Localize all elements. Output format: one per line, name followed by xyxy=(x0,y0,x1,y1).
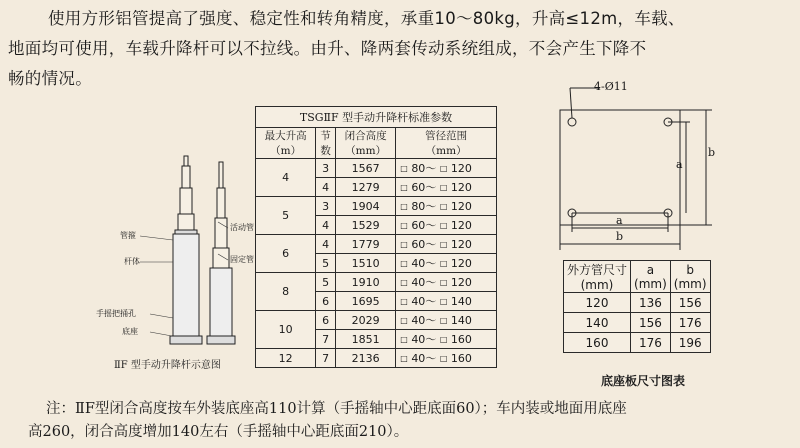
hole-label: 4-Ø11 xyxy=(594,80,628,93)
cell-diameter-range xyxy=(396,292,497,311)
square-symbol: □ xyxy=(439,297,448,306)
range-to: 120 xyxy=(450,219,472,232)
cell-max-height: 6 xyxy=(256,235,316,273)
range-from: 80 xyxy=(411,200,426,213)
header-text: 数 xyxy=(320,145,331,157)
cell-sections: 6 xyxy=(316,292,336,311)
cell-closed-height: 1279 xyxy=(336,178,396,197)
square-symbol: □ xyxy=(400,240,408,249)
cell-max-height: 12 xyxy=(256,349,316,368)
footnote xyxy=(28,398,792,444)
cell-closed-height: 1529 xyxy=(336,216,396,235)
cell-sections: 5 xyxy=(316,273,336,292)
cell-b: 196 xyxy=(670,333,710,353)
header-text: a xyxy=(646,262,655,277)
range-tilde: ～ xyxy=(425,219,437,232)
header-unit: (mm) xyxy=(673,276,707,291)
table-row xyxy=(256,235,497,254)
base-plate-drawing xyxy=(540,80,740,250)
label-moving-tube: 活动管 xyxy=(230,223,254,232)
cell-max-height: 5 xyxy=(256,197,316,235)
header-b xyxy=(670,261,710,293)
dim-b-label: b xyxy=(616,230,624,243)
table-row xyxy=(564,293,711,313)
range-from: 40 xyxy=(411,276,426,289)
cell-sections: 3 xyxy=(316,197,336,216)
range-to: 160 xyxy=(450,352,472,365)
range-from: 80 xyxy=(411,162,426,175)
range-to: 120 xyxy=(450,257,472,270)
range-tilde: ～ xyxy=(425,295,437,308)
cell-closed-height: 1851 xyxy=(336,330,396,349)
cell-a: 136 xyxy=(631,293,671,313)
cell-a: 156 xyxy=(631,313,671,333)
square-symbol: □ xyxy=(439,278,448,287)
cell-max-height: 10 xyxy=(256,311,316,349)
cell-diameter-range xyxy=(396,254,497,273)
header-unit: (mm) xyxy=(634,276,667,291)
square-symbol: □ xyxy=(400,259,408,268)
range-tilde: ～ xyxy=(425,314,437,327)
intro-line: 畅的情况。 xyxy=(8,69,92,88)
cell-sections: 4 xyxy=(316,235,336,254)
range-to: 140 xyxy=(450,295,472,308)
cell-closed-height: 1779 xyxy=(336,235,396,254)
base-plate-svg xyxy=(540,80,740,250)
cell-b: 156 xyxy=(670,293,710,313)
square-symbol: □ xyxy=(439,202,448,211)
range-tilde: ～ xyxy=(425,181,437,194)
range-to: 120 xyxy=(450,181,472,194)
table-row xyxy=(256,311,497,330)
range-to: 120 xyxy=(450,200,472,213)
square-symbol: □ xyxy=(400,221,408,230)
square-symbol: □ xyxy=(400,316,408,325)
cell-sections: 4 xyxy=(316,216,336,235)
square-symbol: □ xyxy=(400,335,408,344)
range-tilde: ～ xyxy=(425,162,437,175)
square-symbol: □ xyxy=(439,316,448,325)
label-cap: 管箍 xyxy=(120,231,136,240)
cell-diameter-range xyxy=(396,197,497,216)
table-row xyxy=(564,333,711,353)
table-row xyxy=(256,159,497,178)
cell-closed-height: 1904 xyxy=(336,197,396,216)
intro-line: 地面均可使用，车载升降杆可以不拉线。由升、降两套传动系统组成，不会产生下降不 xyxy=(8,39,647,58)
range-from: 60 xyxy=(411,181,426,194)
square-symbol: □ xyxy=(400,183,408,192)
cell-sections: 6 xyxy=(316,311,336,330)
label-fixed-tube: 固定管 xyxy=(230,255,254,264)
footnote-line: 注：ⅡF型闭合高度按车外装底座高110计算（手摇轴中心距底面60）；车内装或地面用底座 xyxy=(46,401,627,417)
cell-diameter-range xyxy=(396,216,497,235)
cell-diameter-range xyxy=(396,349,497,368)
header-text: 最大升高 xyxy=(264,130,307,142)
mast-diagram xyxy=(96,150,270,380)
square-symbol: □ xyxy=(400,164,408,173)
cell-max-height: 8 xyxy=(256,273,316,311)
spec-table xyxy=(255,106,497,368)
range-from: 40 xyxy=(411,295,426,308)
header-closed-height xyxy=(336,128,396,159)
cell-closed-height: 1567 xyxy=(336,159,396,178)
header-pipe-size xyxy=(564,261,631,293)
cell-diameter-range xyxy=(396,330,497,349)
cell-closed-height: 1695 xyxy=(336,292,396,311)
range-tilde: ～ xyxy=(425,276,437,289)
header-text: b xyxy=(686,262,694,277)
range-to: 120 xyxy=(450,276,472,289)
header-sections xyxy=(316,128,336,159)
header-text: 闭合高度 xyxy=(344,130,387,142)
cell-diameter-range xyxy=(396,178,497,197)
cell-sections: 7 xyxy=(316,330,336,349)
header-text: 外方管尺寸 xyxy=(567,263,628,277)
footnote-line: 高260，闭合高度增加140左右（手摇轴中心距底面210）。 xyxy=(28,424,409,440)
label-base: 底座 xyxy=(122,327,138,336)
table-row xyxy=(256,349,497,368)
label-crank-hole: 手摇把捅孔 xyxy=(96,309,136,318)
range-tilde: ～ xyxy=(425,352,437,365)
header-text: 管径范围 xyxy=(425,130,468,142)
range-from: 40 xyxy=(411,333,426,346)
cell-sections: 5 xyxy=(316,254,336,273)
cell-closed-height: 2029 xyxy=(336,311,396,330)
spec-table-body xyxy=(256,159,497,368)
range-to: 160 xyxy=(450,333,472,346)
table-row xyxy=(256,273,497,292)
table-row xyxy=(256,197,497,216)
base-plate-table-body xyxy=(564,293,711,353)
cell-a: 176 xyxy=(631,333,671,353)
range-to: 120 xyxy=(450,238,472,251)
square-symbol: □ xyxy=(439,354,448,363)
base-plate-table xyxy=(563,260,711,353)
range-from: 40 xyxy=(411,352,426,365)
cell-diameter-range xyxy=(396,159,497,178)
square-symbol: □ xyxy=(439,183,448,192)
range-tilde: ～ xyxy=(425,257,437,270)
cell-sections: 4 xyxy=(316,178,336,197)
range-tilde: ～ xyxy=(425,238,437,251)
range-from: 40 xyxy=(411,257,426,270)
cell-sections: 7 xyxy=(316,349,336,368)
header-a xyxy=(631,261,671,293)
range-from: 60 xyxy=(411,238,426,251)
cell-closed-height: 1910 xyxy=(336,273,396,292)
square-symbol: □ xyxy=(400,354,408,363)
dim-a-vertical-label: a xyxy=(676,158,683,171)
range-to: 120 xyxy=(450,162,472,175)
header-diameter-range xyxy=(396,128,497,159)
cell-diameter-range xyxy=(396,311,497,330)
header-unit: （m） xyxy=(270,145,302,157)
base-plate-caption: 底座板尺寸图表 xyxy=(601,374,686,388)
range-from: 60 xyxy=(411,219,426,232)
range-tilde: ～ xyxy=(425,200,437,213)
dim-a-label: a xyxy=(616,214,623,227)
label-body: 杆体 xyxy=(124,257,140,266)
cell-closed-height: 1510 xyxy=(336,254,396,273)
header-unit: （mm） xyxy=(425,145,467,157)
header-max-height xyxy=(256,128,316,159)
header-unit: (mm) xyxy=(580,278,614,292)
table-row xyxy=(564,313,711,333)
diagram-caption: ⅡF 型手动升降杆示意图 xyxy=(114,360,221,371)
spec-table-title: TSGⅡF 型手动升降杆标准参数 xyxy=(256,107,497,128)
square-symbol: □ xyxy=(400,202,408,211)
cell-diameter-range xyxy=(396,273,497,292)
range-from: 40 xyxy=(411,314,426,327)
square-symbol: □ xyxy=(439,335,448,344)
cell-pipe: 160 xyxy=(564,333,631,353)
cell-b: 176 xyxy=(670,313,710,333)
range-tilde: ～ xyxy=(425,333,437,346)
cell-diameter-range xyxy=(396,235,497,254)
square-symbol: □ xyxy=(400,297,408,306)
square-symbol: □ xyxy=(400,278,408,287)
cell-pipe: 140 xyxy=(564,313,631,333)
cell-pipe: 120 xyxy=(564,293,631,313)
cell-max-height: 4 xyxy=(256,159,316,197)
header-text: 节 xyxy=(320,130,331,142)
intro-line: 使用方形铝管提高了强度、稳定性和转角精度，承重10～80kg，升高≤12m，车载、 xyxy=(48,9,685,28)
cell-closed-height: 2136 xyxy=(336,349,396,368)
square-symbol: □ xyxy=(439,221,448,230)
square-symbol: □ xyxy=(439,164,448,173)
cell-sections: 3 xyxy=(316,159,336,178)
square-symbol: □ xyxy=(439,259,448,268)
square-symbol: □ xyxy=(439,240,448,249)
dim-b-vertical-label: b xyxy=(708,146,716,159)
header-unit: （mm） xyxy=(345,145,387,157)
range-to: 140 xyxy=(450,314,472,327)
